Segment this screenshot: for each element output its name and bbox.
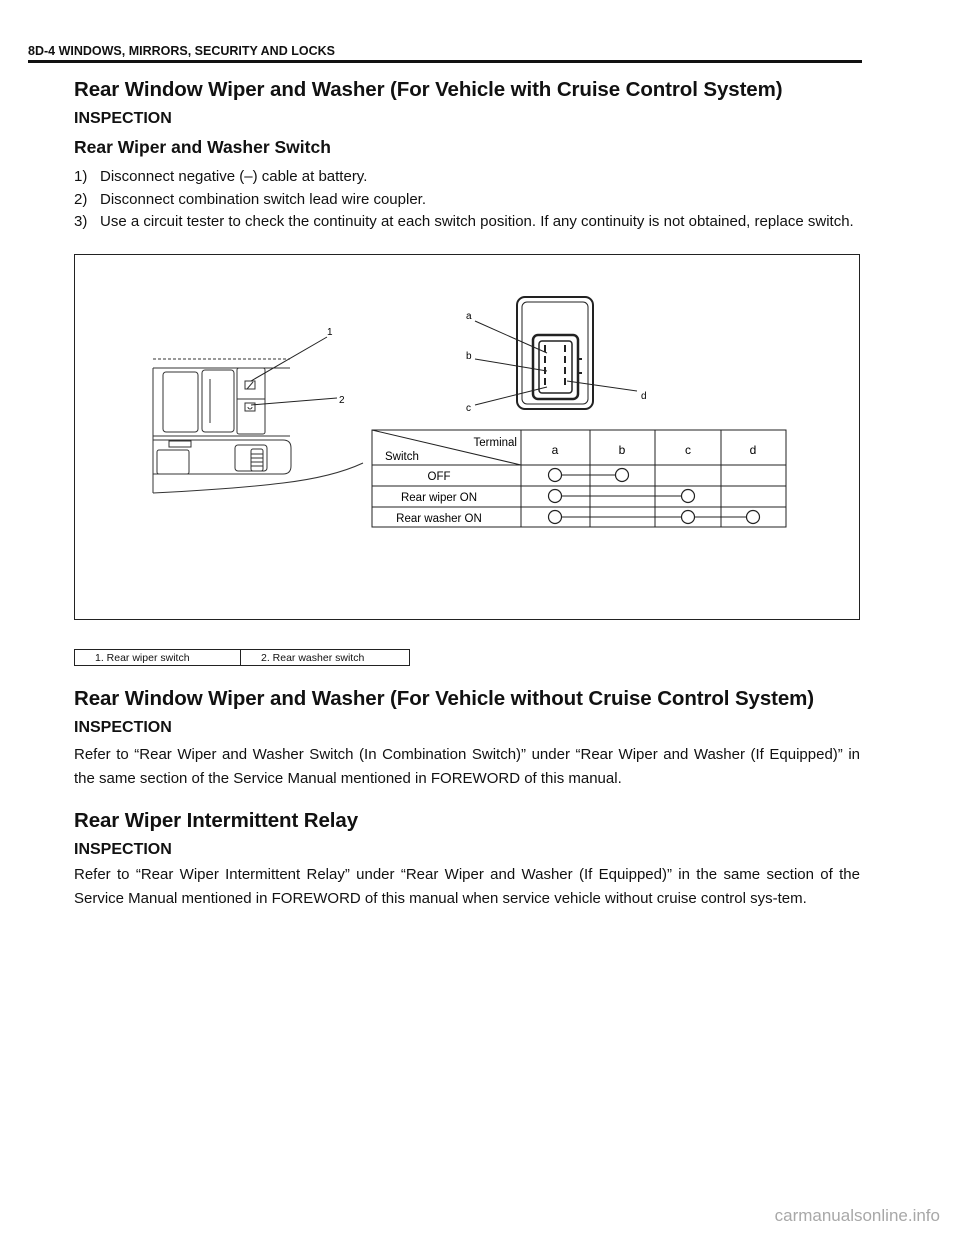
inspection-heading-1: INSPECTION bbox=[74, 110, 172, 127]
connector-coupler bbox=[517, 297, 593, 409]
switch-subtitle: Rear Wiper and Washer Switch bbox=[74, 137, 331, 157]
caption-item-2: 2. Rear washer switch bbox=[261, 651, 365, 664]
section-title-with-cruise: Rear Window Wiper and Washer (For Vehicle with Cruise Control System) bbox=[74, 78, 783, 101]
terminal-a-leader bbox=[475, 321, 547, 353]
callout-1-leader bbox=[251, 337, 327, 381]
col-d: d bbox=[749, 443, 757, 457]
procedure-steps bbox=[74, 166, 862, 234]
header-rule bbox=[28, 60, 862, 63]
row-wiper-label: Rear wiper ON bbox=[400, 492, 478, 504]
continuity-node bbox=[682, 511, 695, 524]
continuity-node bbox=[549, 469, 562, 482]
continuity-node bbox=[549, 511, 562, 524]
switch-diagram bbox=[75, 255, 861, 621]
header-switch: Switch bbox=[385, 451, 419, 463]
header-terminal: Terminal bbox=[473, 437, 517, 449]
figure-caption bbox=[74, 649, 410, 666]
section3-text: Refer to “Rear Wiper Intermittent Relay” under “Rear Wiper and Washer (If Equipped)” in the same section of the Service Manual mentioned in FOREWORD of this manual when service vehicle without cruise control sys-tem. bbox=[74, 866, 860, 907]
watermark: carmanualsonline.info bbox=[774, 1206, 940, 1225]
caption-item-1: 1. Rear wiper switch bbox=[75, 650, 241, 665]
step-number: 2) bbox=[74, 190, 88, 208]
step-2 bbox=[74, 189, 862, 212]
step-3 bbox=[74, 211, 862, 234]
continuity-node bbox=[549, 490, 562, 503]
continuity-node bbox=[747, 511, 760, 524]
continuity-marks bbox=[549, 469, 760, 524]
col-c: c bbox=[685, 443, 691, 457]
step-text: Disconnect combination switch lead wire coupler. bbox=[100, 190, 426, 208]
continuity-node bbox=[682, 490, 695, 503]
callout-2-label: 2 bbox=[339, 395, 345, 406]
section-title-without-cruise: Rear Window Wiper and Washer (For Vehicle without Cruise Control System) bbox=[74, 687, 815, 710]
terminal-d-label: d bbox=[641, 391, 647, 402]
step-text: Disconnect negative (–) cable at battery. bbox=[100, 168, 368, 185]
terminal-c-leader bbox=[475, 387, 547, 405]
switch-figure bbox=[74, 254, 860, 620]
row-off-label: OFF bbox=[427, 471, 451, 483]
section-title-intermittent-relay: Rear Wiper Intermittent Relay bbox=[74, 809, 358, 832]
terminal-a-label: a bbox=[466, 311, 472, 322]
step-1 bbox=[74, 166, 862, 189]
row-washer-label: Rear washer ON bbox=[396, 513, 482, 525]
terminal-c-label: c bbox=[466, 403, 471, 414]
section2-text: Refer to “Rear Wiper and Washer Switch (In Combination Switch)” under “Rear Wiper and Washer (If Equipped)” in the same section of the Service Manual mentioned in FOREWORD of this manual. bbox=[74, 746, 860, 787]
step-text: Use a circuit tester to check the continuity at each switch position. If any continuity is not obtained, replace switch. bbox=[100, 213, 854, 230]
callout-1-label: 1 bbox=[327, 327, 333, 338]
continuity-node bbox=[616, 469, 629, 482]
inspection-heading-2: INSPECTION bbox=[74, 719, 172, 736]
col-b: b bbox=[618, 443, 626, 457]
terminal-b-leader bbox=[475, 359, 547, 371]
terminal-b-label: b bbox=[466, 351, 472, 362]
col-a: a bbox=[551, 443, 559, 457]
continuity-table bbox=[372, 430, 786, 527]
step-number: 1) bbox=[74, 168, 88, 185]
dashboard-panel-drawing bbox=[153, 359, 363, 493]
page-header: 8D-4 WINDOWS, MIRRORS, SECURITY AND LOCKS bbox=[28, 44, 335, 58]
step-number: 3) bbox=[74, 213, 88, 230]
inspection-heading-3: INSPECTION bbox=[74, 841, 172, 858]
